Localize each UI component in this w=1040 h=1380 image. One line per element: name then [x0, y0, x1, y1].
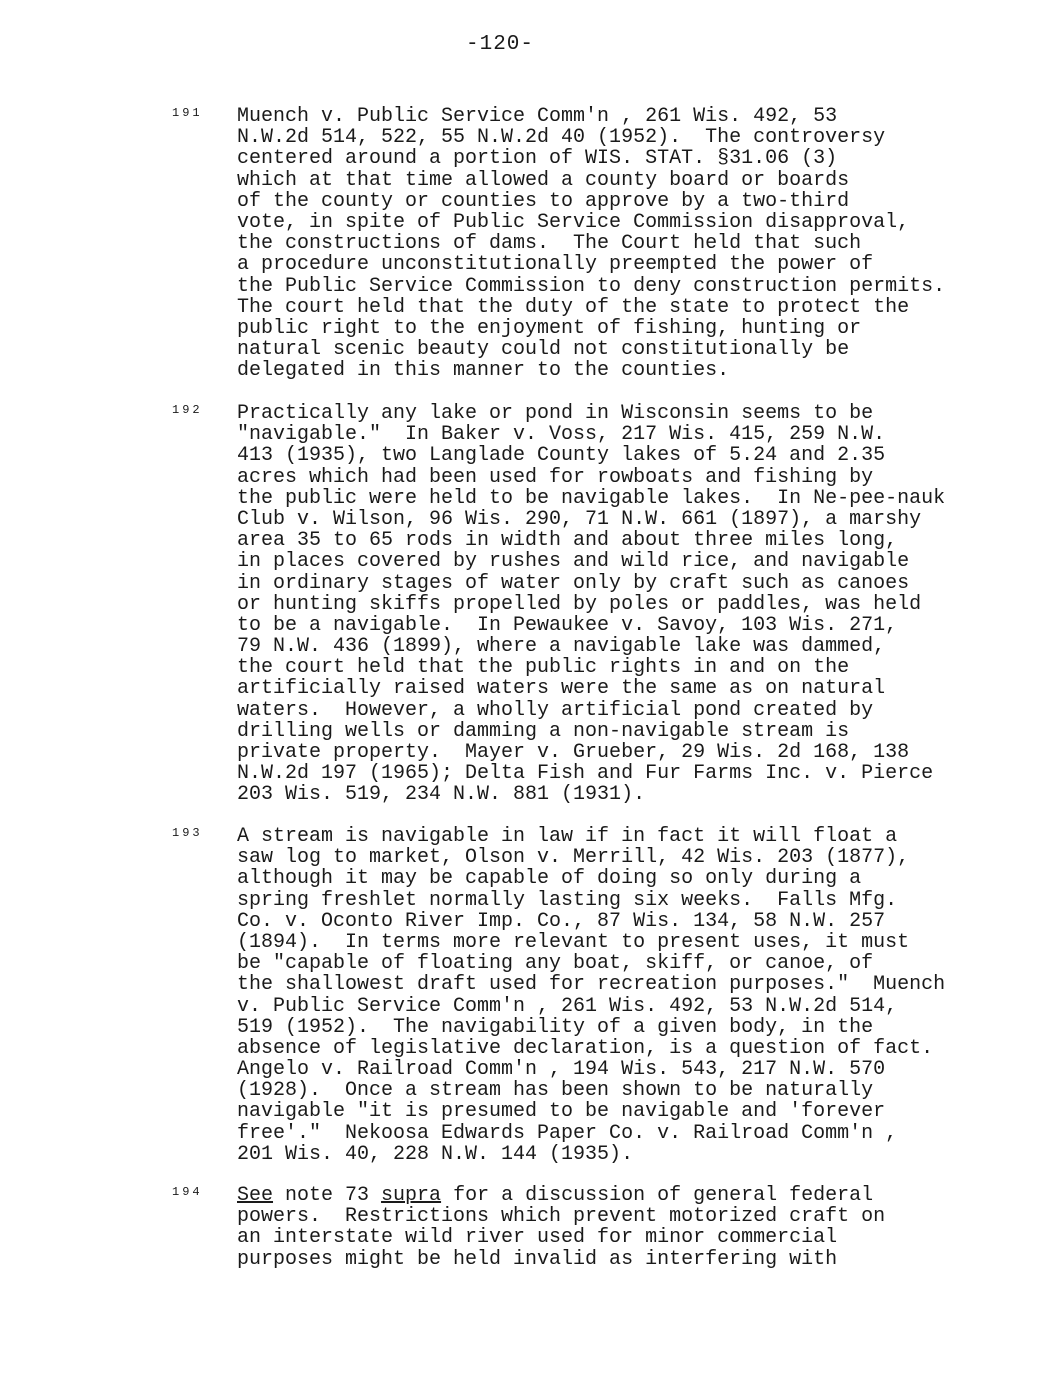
footnote-marker: 191: [172, 106, 203, 120]
text-line: saw log to market, Olson v. Merrill, 42 Wis. 203 (1877),: [237, 846, 910, 870]
text-line: centered around a portion of WIS. STAT. §31.06 (3): [237, 147, 838, 171]
text-line: in ordinary stages of water only by craft such as canoes: [237, 571, 910, 595]
text-line: "navigable." In Baker v. Voss, 217 Wis. 415, 259 N.W.: [237, 423, 886, 447]
text-line: vote, in spite of Public Service Commission disapproval,: [237, 210, 910, 234]
text-line: of the county or counties to approve by a two-third: [237, 189, 850, 213]
text-line: an interstate wild river used for minor commercial: [237, 1226, 838, 1250]
text-line: The court held that the duty of the state to protect the: [237, 295, 910, 319]
text-line: be "capable of floating any boat, skiff, or canoe, of: [237, 952, 874, 976]
text-line: N.W.2d 514, 522, 55 N.W.2d 40 (1952). The controversy: [237, 126, 886, 150]
text-line: private property. Mayer v. Grueber, 29 Wis. 2d 168, 138: [237, 741, 910, 764]
text-line: (1894). In terms more relevant to present uses, it must: [237, 930, 910, 954]
page-number: -120-: [465, 33, 534, 56]
text-line: N.W.2d 197 (1965); Delta Fish and Fur Farms Inc. v. Pierce: [237, 762, 934, 786]
text-line: the court held that the public rights in and on the: [237, 656, 850, 680]
footnote-marker: 193: [172, 826, 203, 840]
text-line: [237, 1185, 885, 1206]
text-line: Co. v. Oconto River Imp. Co., 87 Wis. 134, 58 N.W. 257: [237, 909, 886, 933]
text-line: 201 Wis. 40, 228 N.W. 144 (1935).: [237, 1142, 634, 1166]
text-line: purposes might be held invalid as interfering with: [237, 1247, 838, 1271]
text-line: Practically any lake or pond in Wisconsin seems to be: [237, 402, 874, 425]
see-signal: See: [237, 1184, 274, 1207]
text-line: acres which had been used for rowboats and fishing by: [237, 465, 874, 489]
text-line: A stream is navigable in law if in fact it will float a: [237, 825, 898, 848]
text-line: delegated in this manner to the counties.: [237, 359, 730, 383]
text-line: the Public Service Commission to deny construction permits.: [237, 274, 946, 298]
text-line: 79 N.W. 436 (1899), where a navigable lake was dammed,: [237, 635, 886, 659]
footnote-marker: 192: [172, 403, 203, 417]
text-line: 413 (1935), two Langlade County lakes of 5.24 and 2.35: [237, 444, 886, 468]
text-line: absence of legislative declaration, is a question of fact.: [237, 1036, 934, 1060]
text-line: although it may be capable of doing so only during a: [237, 867, 862, 891]
text-line: Muench v. Public Service Comm'n , 261 Wis. 492, 53: [237, 105, 838, 128]
text-line: public right to the enjoyment of fishing, hunting or: [237, 316, 862, 340]
text-line: natural scenic beauty could not constitutionally be: [237, 338, 850, 362]
text-line: v. Public Service Comm'n , 261 Wis. 492, 53 N.W.2d 514,: [237, 994, 898, 1018]
footnote-text: [237, 1185, 885, 1270]
text-line: powers. Restrictions which prevent motorized craft on: [237, 1205, 886, 1229]
text-line: spring freshlet normally lasting six weeks. Falls Mfg.: [237, 888, 898, 912]
text-line: to be a navigable. In Pewaukee v. Savoy, 103 Wis. 271,: [237, 613, 898, 637]
text-line: the public were held to be navigable lakes. In Ne-pee-nauk: [237, 486, 946, 510]
footnote-text: [237, 403, 945, 806]
text-line: drilling wells or damming a non-navigable stream is: [237, 719, 850, 743]
text-line: Club v. Wilson, 96 Wis. 290, 71 N.W. 661 (1897), a marshy: [237, 507, 922, 531]
text-line: the shallowest draft used for recreation purposes." Muench: [237, 973, 946, 997]
text-line: area 35 to 65 rods in width and about three miles long,: [237, 529, 898, 553]
text-line: the constructions of dams. The Court held that such: [237, 232, 862, 256]
text-line: artificially raised waters were the same as on natural: [237, 677, 886, 701]
text-line: waters. However, a wholly artificial pond created by: [237, 698, 874, 722]
text-line: or hunting skiffs propelled by poles or paddles, was held: [237, 592, 922, 616]
text-line: Angelo v. Railroad Comm'n , 194 Wis. 543, 217 N.W. 570: [237, 1058, 886, 1082]
text-line: free'." Nekoosa Edwards Paper Co. v. Railroad Comm'n ,: [237, 1121, 898, 1145]
text-line: navigable "it is presumed to be navigable and 'forever: [237, 1100, 886, 1124]
text-line: which at that time allowed a county board or boards: [237, 168, 850, 192]
text-line: 203 Wis. 519, 234 N.W. 881 (1931).: [237, 783, 646, 807]
text-line: in places covered by rushes and wild rice, and navigable: [237, 550, 910, 574]
text-segment: for a discussion of general federal: [441, 1184, 874, 1207]
text-line: 519 (1952). The navigability of a given body, in the: [237, 1015, 874, 1039]
text-line: (1928). Once a stream has been shown to be naturally: [237, 1079, 874, 1103]
footnote-text: [237, 106, 945, 381]
footnote-text: [237, 826, 945, 1165]
text-segment: note 73: [273, 1184, 382, 1207]
footnote-marker: 194: [172, 1185, 203, 1199]
supra-signal: supra: [381, 1184, 442, 1207]
text-line: a procedure unconstitutionally preempted the power of: [237, 253, 874, 277]
